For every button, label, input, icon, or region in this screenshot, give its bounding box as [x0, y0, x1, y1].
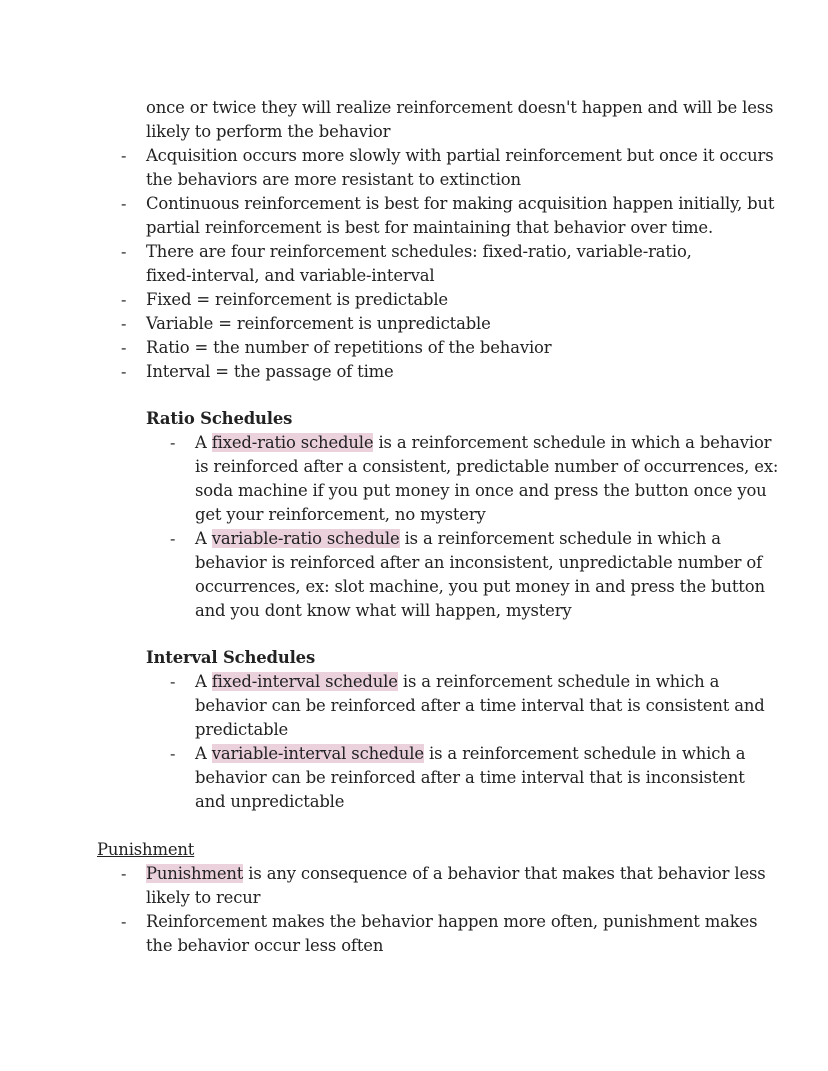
bullet-line: A variable-ratio schedule is a reinforcement schedule in which a [195, 529, 721, 548]
highlighted-term: fixed-interval schedule [211, 672, 398, 691]
bullet-dash: - [121, 290, 127, 309]
bullet-line: Interval = the passage of time [146, 362, 394, 381]
paragraph-line: likely to perform the behavior [146, 122, 391, 141]
bullet-dash: - [121, 362, 127, 381]
bullet-dash: - [121, 242, 127, 261]
bullet-line: the behavior occur less often [146, 936, 384, 955]
bullet-line: partial reinforcement is best for maintaining that behavior over time. [146, 218, 714, 237]
bullet-dash: - [121, 194, 127, 213]
bullet-line: A fixed-ratio schedule is a reinforcement schedule in which a behavior [195, 433, 772, 452]
bullet-line: get your reinforcement, no mystery [195, 505, 486, 524]
bullet-dash: - [170, 744, 176, 763]
section-heading-punishment: Punishment [97, 840, 195, 859]
highlighted-term: variable-ratio schedule [211, 529, 400, 548]
bullet-dash: - [121, 912, 127, 931]
bullet-line: Fixed = reinforcement is predictable [146, 290, 448, 309]
bullet-line: Punishment is any consequence of a behavior that makes that behavior less [146, 864, 766, 883]
bullet-line: behavior can be reinforced after a time interval that is consistent and [195, 696, 765, 715]
bullet-line: Reinforcement makes the behavior happen more often, punishment makes [146, 912, 758, 931]
bullet-line: Continuous reinforcement is best for making acquisition happen initially, but [146, 194, 775, 213]
bullet-dash: - [121, 314, 127, 333]
bullet-dash: - [121, 146, 127, 165]
bullet-line: There are four reinforcement schedules: fixed-ratio, variable-ratio, [146, 242, 692, 261]
paragraph-line: once or twice they will realize reinforcement doesn't happen and will be less [146, 98, 774, 117]
bullet-line: predictable [195, 720, 289, 739]
bullet-line: Variable = reinforcement is unpredictable [146, 314, 491, 333]
bullet-line: behavior can be reinforced after a time interval that is inconsistent [195, 768, 745, 787]
bullet-line: Ratio = the number of repetitions of the behavior [146, 338, 552, 357]
bullet-dash: - [170, 672, 176, 691]
bullet-line: likely to recur [146, 888, 261, 907]
bullet-line: Acquisition occurs more slowly with partial reinforcement but once it occurs [146, 146, 774, 165]
bullet-line: occurrences, ex: slot machine, you put money in and press the button [195, 577, 765, 596]
bullet-line: A fixed-interval schedule is a reinforcement schedule in which a [195, 672, 720, 691]
bullet-line: A variable-interval schedule is a reinforcement schedule in which a [195, 744, 746, 763]
bullet-dash: - [170, 529, 176, 548]
bullet-dash: - [170, 433, 176, 452]
bullet-line: and you dont know what will happen, mystery [195, 601, 572, 620]
section-heading-ratio: Ratio Schedules [146, 409, 293, 428]
bullet-line: is reinforced after a consistent, predictable number of occurrences, ex: [195, 457, 779, 476]
bullet-dash: - [121, 864, 127, 883]
bullet-line: and unpredictable [195, 792, 345, 811]
bullet-line: behavior is reinforced after an inconsistent, unpredictable number of [195, 553, 763, 572]
bullet-line: the behaviors are more resistant to extinction [146, 170, 521, 189]
bullet-line: fixed-interval, and variable-interval [146, 266, 435, 285]
highlighted-term: fixed-ratio schedule [211, 433, 374, 452]
bullet-line: soda machine if you put money in once and press the button once you [195, 481, 767, 500]
bullet-dash: - [121, 338, 127, 357]
highlighted-term: Punishment [146, 864, 244, 883]
highlighted-term: variable-interval schedule [211, 744, 424, 763]
section-heading-interval: Interval Schedules [146, 648, 316, 667]
